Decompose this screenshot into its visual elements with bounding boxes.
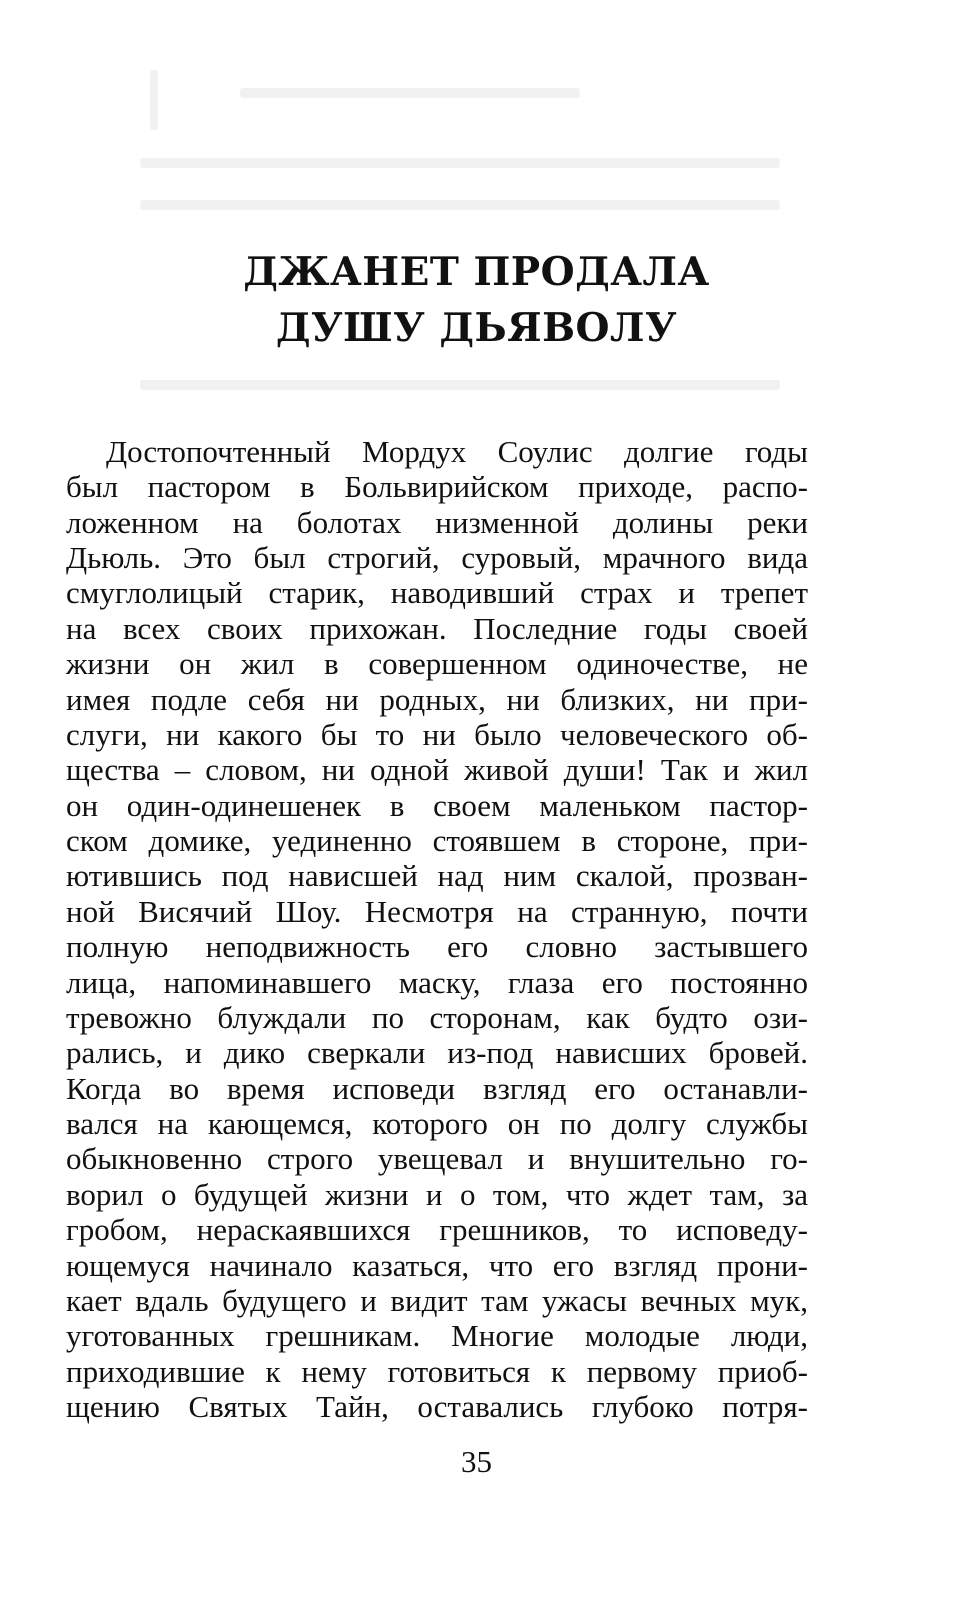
body-line: ском домике, уединенно стоявшем в стороне, при- bbox=[66, 823, 808, 858]
bleed-through-mark bbox=[240, 88, 580, 98]
bleed-through-mark bbox=[150, 70, 158, 130]
body-line: лица, напоминавшего маску, глаза его постоянно bbox=[66, 965, 808, 1000]
body-line: он один-одинешенек в своем маленьком пастор- bbox=[66, 788, 808, 823]
page-number: 35 bbox=[461, 1444, 492, 1479]
body-line: ющемуся начинало казаться, что его взгляд прони- bbox=[66, 1248, 808, 1283]
body-line-first: Достопочтенный Мордух Соулис долгие годы bbox=[106, 434, 808, 469]
body-line: приходившие к нему готовиться к первому приоб- bbox=[66, 1354, 808, 1389]
body-line: ютившись под нависшей над ним скалой, прозван- bbox=[66, 858, 808, 893]
body-line: ворил о будущей жизни и о том, что ждет там, за bbox=[66, 1177, 808, 1212]
bleed-through-mark bbox=[140, 200, 780, 210]
chapter-title-line-1: ДЖАНЕТ ПРОДАЛА bbox=[243, 249, 710, 295]
body-line: гробом, нераскаявшихся грешников, то исповеду- bbox=[66, 1212, 808, 1247]
body-line: щению Святых Тайн, оставались глубоко потря- bbox=[66, 1389, 808, 1424]
body-line: обыкновенно строго увещевал и внушительно го- bbox=[66, 1141, 808, 1176]
body-line: смуглолицый старик, наводивший страх и трепет bbox=[66, 575, 808, 610]
body-line: ложенном на болотах низменной долины реки bbox=[66, 505, 808, 540]
body-line: слуги, ни какого бы то ни было человеческого об- bbox=[66, 717, 808, 752]
body-line: был пастором в Больвирийском приходе, распо- bbox=[66, 469, 808, 504]
body-line: вался на кающемся, которого он по долгу службы bbox=[66, 1106, 808, 1141]
bleed-through-mark bbox=[140, 380, 780, 390]
bleed-through-mark bbox=[140, 158, 780, 168]
body-line: жизни он жил в совершенном одиночестве, не bbox=[66, 646, 808, 681]
body-line: тревожно блуждали по сторонам, как будто ози- bbox=[66, 1000, 808, 1035]
body-line: на всех своих прихожан. Последние годы своей bbox=[66, 611, 808, 646]
body-line: Когда во время исповеди взгляд его останавли- bbox=[66, 1071, 808, 1106]
body-line: рались, и дико сверкали из-под нависших бровей. bbox=[66, 1035, 808, 1070]
body-line: кает вдаль будущего и видит там ужасы вечных мук, bbox=[66, 1283, 808, 1318]
body-line: ной Висячий Шоу. Несмотря на странную, почти bbox=[66, 894, 808, 929]
body-line: уготованных грешникам. Многие молодые люди, bbox=[66, 1318, 808, 1353]
body-line: щества – словом, ни одной живой души! Так и жил bbox=[66, 752, 808, 787]
chapter-title-line-2: ДУШУ ДЬЯВОЛУ bbox=[275, 305, 678, 351]
body-line: Дьюль. Это был строгий, суровый, мрачного вида bbox=[66, 540, 808, 575]
body-line: имея подле себя ни родных, ни близких, ни при- bbox=[66, 682, 808, 717]
body-line: полную неподвижность его словно застывшего bbox=[66, 929, 808, 964]
